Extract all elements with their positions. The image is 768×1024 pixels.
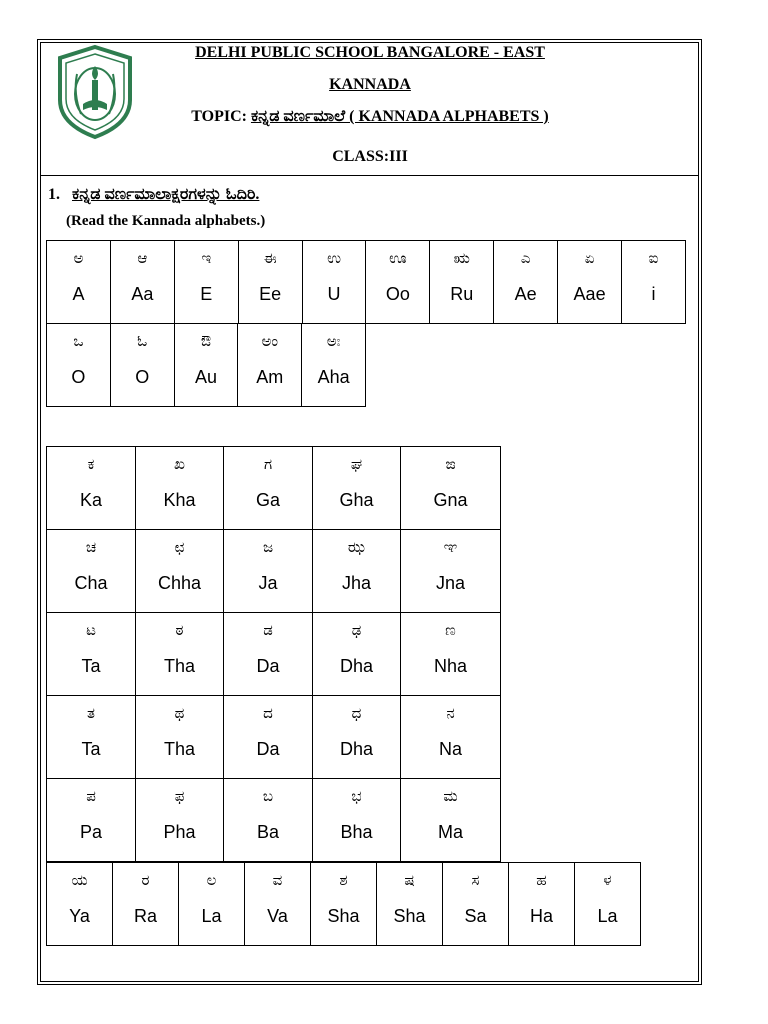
roman-transliteration: La <box>201 906 222 926</box>
kannada-letter: ನ <box>446 704 455 722</box>
kannada-letter: ಞ <box>443 538 458 556</box>
letter-cell <box>558 241 622 324</box>
topic-line <box>130 108 610 126</box>
kannada-letter: ಅಃ <box>326 332 341 350</box>
letter-cell <box>443 863 509 946</box>
letter-cell <box>47 241 111 324</box>
letter-cell <box>302 324 366 407</box>
roman-transliteration: Ba <box>256 822 280 842</box>
question-number: 1. <box>48 186 60 203</box>
kannada-letter: ಒ <box>73 332 84 350</box>
kannada-letter: ಟ <box>86 621 96 639</box>
roman-transliteration: Ya <box>69 906 90 926</box>
roman-transliteration: Sha <box>393 906 426 926</box>
letter-cell <box>401 613 501 696</box>
roman-transliteration: Au <box>194 367 217 387</box>
kannada-letter: ರ <box>141 871 150 889</box>
letter-cell <box>313 613 401 696</box>
table-row <box>47 613 501 696</box>
roman-transliteration: Nha <box>433 656 468 676</box>
kannada-letter: ಇ <box>201 249 212 267</box>
roman-transliteration: Ta <box>81 739 101 759</box>
kannada-letter: ಉ <box>327 249 341 267</box>
kannada-letter: ಪ <box>86 787 96 805</box>
topic-value: ಕನ್ನಡ ವರ್ಣಮಾಲೆ ( KANNADA ALPHABETS ) <box>250 108 549 125</box>
vowels-table-row1 <box>46 240 686 324</box>
topic-label: TOPIC: <box>191 108 247 125</box>
kannada-letter: ಔ <box>200 332 212 350</box>
kannada-letter: ಊ <box>389 249 407 267</box>
roman-transliteration: Bha <box>340 822 373 842</box>
kannada-letter: ಜ <box>262 538 274 556</box>
letter-cell <box>47 696 136 779</box>
roman-transliteration: Aha <box>317 367 350 387</box>
roman-transliteration: Kha <box>163 490 196 510</box>
letter-cell <box>575 863 641 946</box>
letter-cell <box>47 863 113 946</box>
kannada-letter: ವ <box>272 871 283 889</box>
letter-cell <box>238 324 302 407</box>
roman-transliteration: Cha <box>74 573 108 593</box>
roman-transliteration: Ka <box>79 490 103 510</box>
letter-cell <box>136 530 224 613</box>
kannada-letter: ಠ <box>175 621 184 639</box>
kannada-letter: ಢ <box>351 621 362 639</box>
header-divider <box>40 175 699 176</box>
letter-cell <box>174 241 238 324</box>
letter-cell <box>401 530 501 613</box>
question-heading <box>48 186 259 204</box>
roman-transliteration: Ae <box>514 284 537 304</box>
kannada-letter: ಅ <box>73 249 84 267</box>
vowels-table-row2 <box>46 323 366 407</box>
roman-transliteration: Ja <box>258 573 278 593</box>
question-english: (Read the Kannada alphabets.) <box>66 213 266 229</box>
consonants-table <box>46 446 501 862</box>
roman-transliteration: Pha <box>163 822 196 842</box>
letter-cell <box>47 447 136 530</box>
letter-cell <box>136 613 224 696</box>
kannada-letter: ಷ <box>404 871 415 889</box>
letter-cell <box>174 324 238 407</box>
letter-cell <box>224 447 313 530</box>
kannada-letter: ಈ <box>263 249 277 267</box>
roman-transliteration: Ma <box>437 822 463 842</box>
roman-transliteration: O <box>135 367 150 387</box>
roman-transliteration: Sha <box>327 906 360 926</box>
letter-cell <box>302 241 366 324</box>
letter-cell <box>47 613 136 696</box>
kannada-letter: ಅಂ <box>261 332 279 350</box>
kannada-letter: ಚ <box>85 538 97 556</box>
roman-transliteration: Gha <box>339 490 374 510</box>
subject-title: KANNADA <box>329 76 411 93</box>
letter-cell <box>311 863 377 946</box>
roman-transliteration: Ga <box>255 490 280 510</box>
kannada-letter: ಝ <box>347 538 366 556</box>
roman-transliteration: Va <box>267 906 288 926</box>
kannada-letter: ಖ <box>174 455 185 473</box>
table-row <box>47 447 501 530</box>
kannada-letter: ಕ <box>87 455 95 473</box>
kannada-letter: ಫ <box>174 787 185 805</box>
kannada-letter: ಬ <box>262 787 274 805</box>
roman-transliteration: Ra <box>133 906 157 926</box>
kannada-letter: ಣ <box>445 621 456 639</box>
kannada-letter: ಸ <box>471 871 480 889</box>
letter-cell <box>509 863 575 946</box>
letter-cell <box>136 447 224 530</box>
roman-transliteration: Ta <box>81 656 101 676</box>
table-row <box>47 696 501 779</box>
letter-cell <box>224 530 313 613</box>
class-label: CLASS:III <box>332 148 408 165</box>
kannada-letter: ಭ <box>351 787 362 805</box>
roman-transliteration: E <box>200 284 213 304</box>
letter-cell <box>113 863 179 946</box>
letter-cell <box>238 241 302 324</box>
letter-cell <box>401 696 501 779</box>
kannada-letter: ಋ <box>453 249 470 267</box>
kannada-letter: ಘ <box>350 455 363 473</box>
letter-cell <box>136 779 224 862</box>
kannada-letter: ತ <box>87 704 95 722</box>
kannada-letter: ಆ <box>137 249 148 267</box>
kannada-letter: ಥ <box>174 704 185 722</box>
letter-cell <box>366 241 430 324</box>
letter-cell <box>401 779 501 862</box>
roman-transliteration: Ru <box>450 284 474 304</box>
letter-cell <box>377 863 443 946</box>
roman-transliteration: Na <box>438 739 462 759</box>
kannada-letter: ಧ <box>351 704 362 722</box>
kannada-letter: ಲ <box>206 871 217 889</box>
school-name: DELHI PUBLIC SCHOOL BANGALORE - EAST <box>195 44 545 61</box>
kannada-letter: ಳ <box>603 871 612 889</box>
question-kannada: ಕನ್ನಡ ವರ್ಣಮಾಲಾಕ್ಷರಗಳನ್ನು ಓದಿರಿ. <box>72 186 260 203</box>
avargiya-table <box>46 862 641 946</box>
letter-cell <box>313 447 401 530</box>
school-logo-icon <box>55 44 135 140</box>
letter-cell <box>224 696 313 779</box>
roman-transliteration: Da <box>256 739 280 759</box>
kannada-letter: ಛ <box>174 538 185 556</box>
roman-transliteration: La <box>597 906 618 926</box>
letter-cell <box>136 696 224 779</box>
kannada-letter: ಡ <box>263 621 273 639</box>
letter-cell <box>47 530 136 613</box>
letter-cell <box>110 241 174 324</box>
letter-cell <box>245 863 311 946</box>
kannada-letter: ಶ <box>339 871 348 889</box>
roman-transliteration: Dha <box>339 739 374 759</box>
letter-cell <box>313 779 401 862</box>
roman-transliteration: A <box>72 284 85 304</box>
roman-transliteration: Dha <box>339 656 374 676</box>
kannada-letter: ಯ <box>71 871 88 889</box>
table-row <box>47 530 501 613</box>
letter-cell <box>494 241 558 324</box>
letter-cell <box>430 241 494 324</box>
roman-transliteration: Chha <box>157 573 202 593</box>
kannada-letter: ಹ <box>536 871 547 889</box>
roman-transliteration: U <box>327 284 341 304</box>
kannada-letter: ದ <box>263 704 273 722</box>
roman-transliteration: Ha <box>529 906 553 926</box>
letter-cell <box>401 447 501 530</box>
table-row <box>47 779 501 862</box>
roman-transliteration: O <box>71 367 86 387</box>
letter-cell <box>47 779 136 862</box>
roman-transliteration: Jna <box>435 573 466 593</box>
kannada-letter: ಙ <box>445 455 456 473</box>
roman-transliteration: Aae <box>573 284 606 304</box>
roman-transliteration: Tha <box>163 656 196 676</box>
roman-transliteration: Aa <box>131 284 154 304</box>
roman-transliteration: Tha <box>163 739 196 759</box>
letter-cell <box>313 696 401 779</box>
roman-transliteration: Pa <box>79 822 103 842</box>
letter-cell <box>224 613 313 696</box>
letter-cell <box>110 324 174 407</box>
kannada-letter: ಓ <box>137 332 148 350</box>
kannada-letter: ಏ <box>584 249 595 267</box>
roman-transliteration: Da <box>256 656 280 676</box>
roman-transliteration: i <box>651 284 656 304</box>
kannada-letter: ಎ <box>520 249 531 267</box>
letter-cell <box>313 530 401 613</box>
kannada-letter: ಐ <box>648 249 659 267</box>
kannada-letter: ಮ <box>443 787 458 805</box>
letter-cell <box>179 863 245 946</box>
roman-transliteration: Oo <box>385 284 410 304</box>
roman-transliteration: Ee <box>259 284 282 304</box>
letter-cell <box>224 779 313 862</box>
roman-transliteration: Gna <box>433 490 468 510</box>
letter-cell <box>47 324 111 407</box>
roman-transliteration: Jha <box>341 573 372 593</box>
roman-transliteration: Am <box>256 367 284 387</box>
kannada-letter: ಗ <box>263 455 273 473</box>
roman-transliteration: Sa <box>464 906 487 926</box>
letter-cell <box>622 241 686 324</box>
